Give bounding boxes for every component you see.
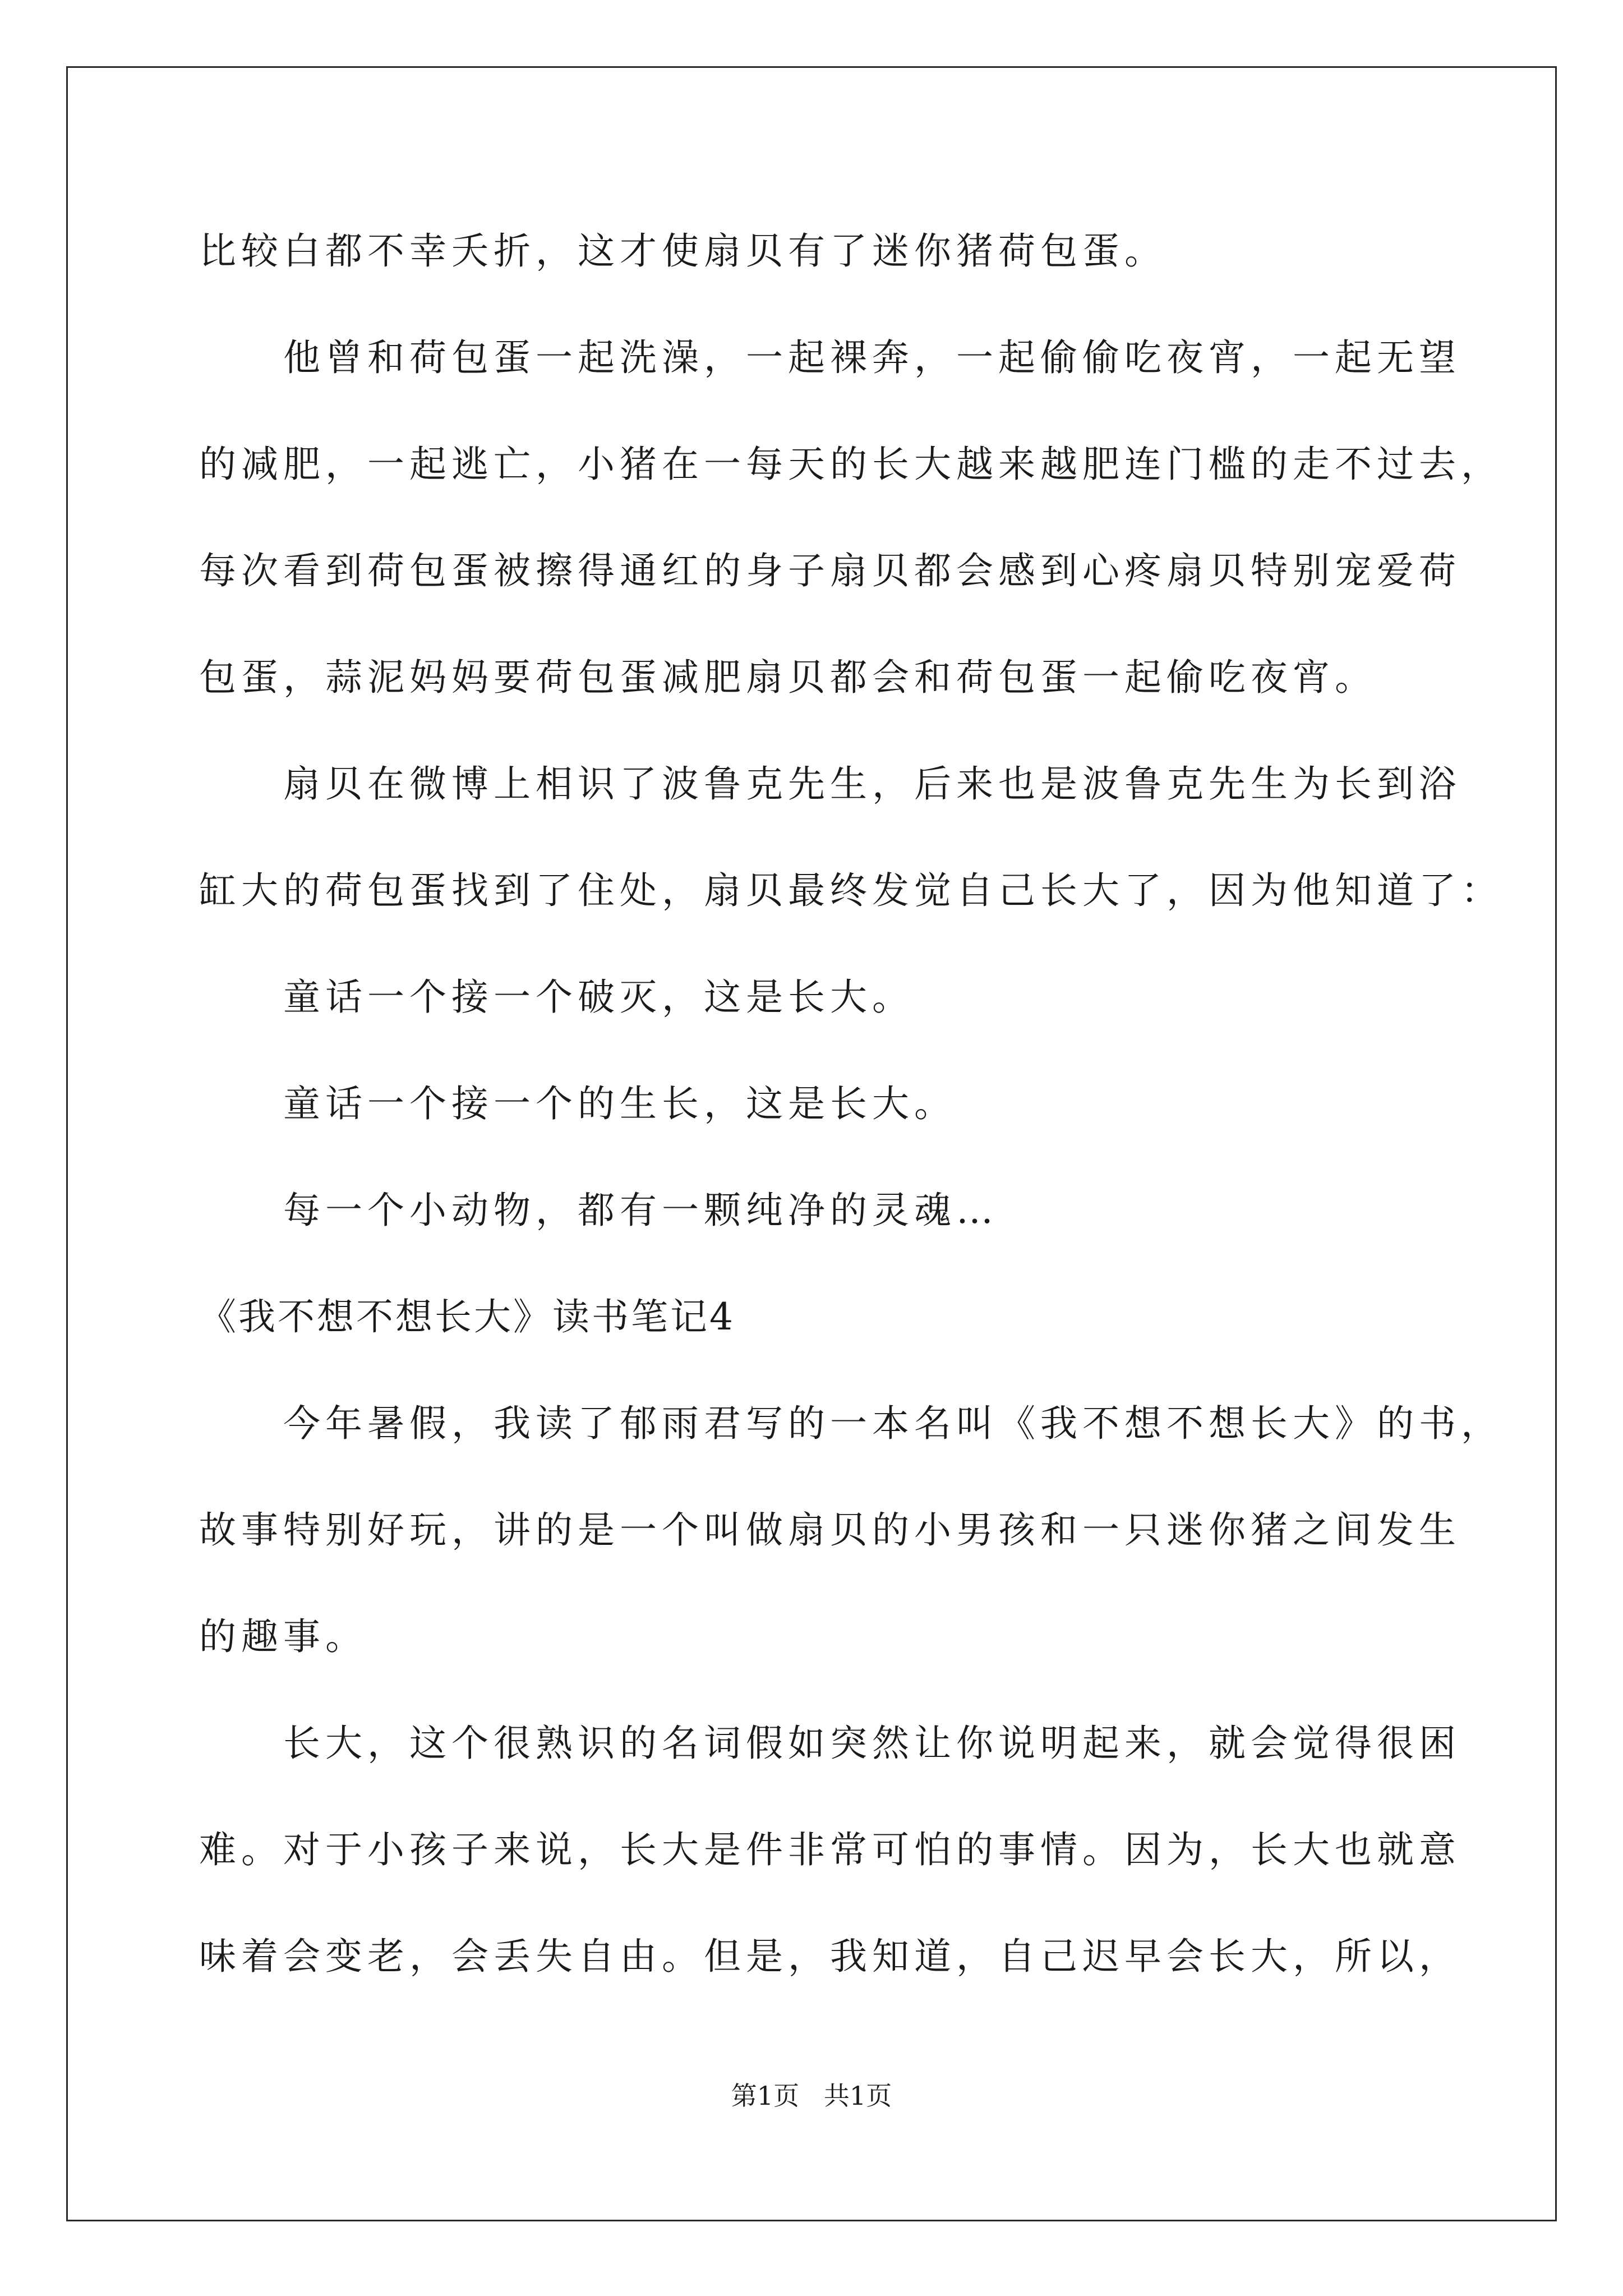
text-line: 童话一个接一个破灭，这是长大。: [283, 976, 914, 1019]
text-line: 他曾和荷包蛋一起洗澡，一起裸奔，一起偷偷吃夜宵，一起无望: [283, 336, 1461, 379]
text-line: 比较白都不幸夭折，这才使扇贝有了迷你猪荷包蛋。: [199, 229, 1166, 273]
text-line: 的趣事。: [199, 1615, 367, 1658]
text-line: 味着会变老，会丢失自由。但是，我知道，自己迟早会长大，所以，: [199, 1935, 1461, 1978]
text-line: 每一个小动物，都有一颗纯净的灵魂…: [283, 1189, 998, 1232]
text-line: 今年暑假，我读了郁雨君写的一本名叫《我不想不想长大》的书，: [283, 1402, 1503, 1445]
text-line: 童话一个接一个的生长，这是长大。: [283, 1082, 956, 1125]
page-border: [66, 66, 1557, 2221]
text-line: 包蛋，蒜泥妈妈要荷包蛋减肥扇贝都会和荷包蛋一起偷吃夜宵。: [199, 656, 1377, 699]
text-line: 缸大的荷包蛋找到了住处，扇贝最终发觉自己长大了，因为他知道了：: [199, 869, 1503, 912]
text-line: 每次看到荷包蛋被擦得通红的身子扇贝都会感到心疼扇贝特别宠爱荷: [199, 549, 1461, 592]
text-line: 的减肥，一起逃亡，小猪在一每天的长大越来越肥连门槛的走不过去，: [199, 443, 1503, 486]
section-heading: 《我不想不想长大》读书笔记4: [199, 1295, 735, 1338]
text-line: 难。对于小孩子来说，长大是件非常可怕的事情。因为，长大也就意: [199, 1828, 1461, 1871]
page-footer: 第1页 共1页: [731, 2081, 892, 2111]
text-line: 扇贝在微博上相识了波鲁克先生，后来也是波鲁克先生为长到浴: [283, 762, 1461, 806]
text-line: 故事特别好玩，讲的是一个叫做扇贝的小男孩和一只迷你猪之间发生: [199, 1508, 1461, 1552]
text-line: 长大，这个很熟识的名词假如突然让你说明起来，就会觉得很困: [283, 1722, 1461, 1765]
